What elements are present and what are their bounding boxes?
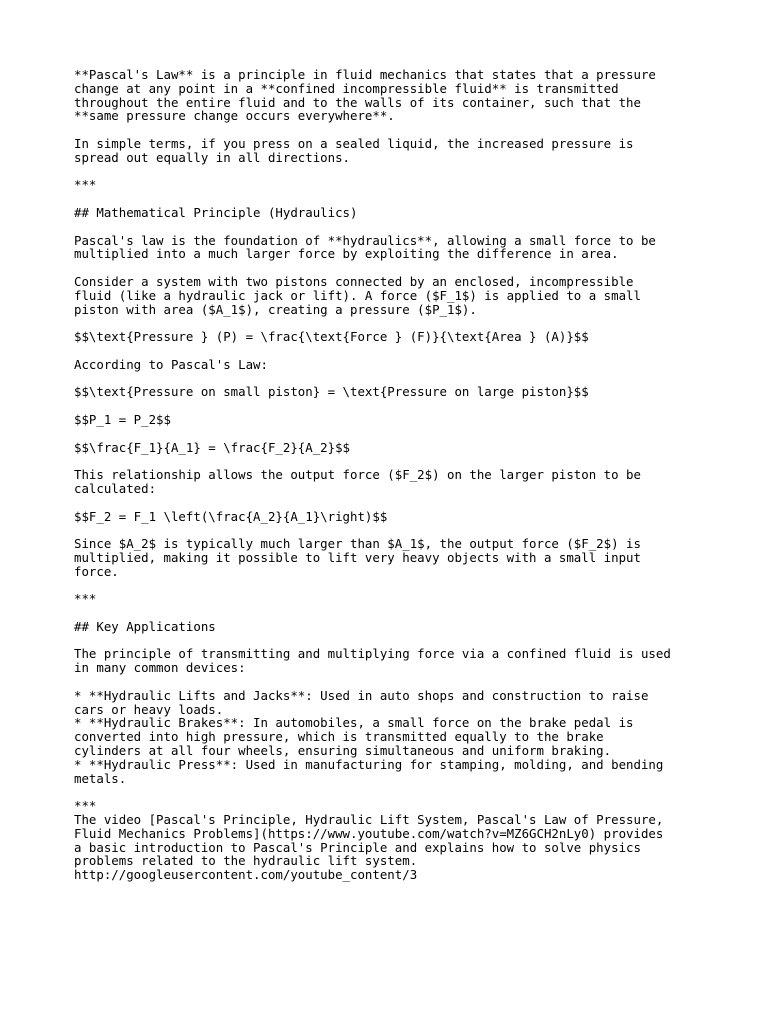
multiplied-paragraph: Since $A_2$ is typically much larger than $A_1$, the output force ($F_2$) is multiplied, making it possible to lift very heavy objects with a small input force. (74, 536, 641, 579)
document-body (74, 68, 714, 882)
two-pistons-paragraph: Consider a system with two pistons connected by an enclosed, incompressible fluid (like a hydraulic jack or lift). A force ($F_1$) is applied to a small piston with area ($A_1$), creating a pressure ($P_1$). (74, 273, 641, 317)
simple-terms-paragraph: In simple terms, if you press on a sealed liquid, the increased pressure is spread out equally in all directions. (74, 135, 634, 165)
horizontal-rule-marker: *** (74, 177, 97, 193)
applications-list: * **Hydraulic Lifts and Jacks**: Used in auto shops and construction to raise cars or heavy loads. * **Hydraulic Brakes**: In automobiles, a small force on the brake pedal is converted into high pressure, which is transmitted equally to the brake cylinders at all four wheels, ensuring simultaneous and uniform braking. * **Hydraulic Press**: Used in manufacturing for stamping, molding, and bending metals. (74, 687, 664, 786)
force-area-ratio-formula: $$\frac{F_1}{A_1} = \frac{F_2}{A_2}$$ (74, 439, 351, 455)
video-reference-paragraph: *** The video [Pascal's Principle, Hydraulic Lift System, Pascal's Law of Pressure, Fluid Mechanics Problems](https://www.youtube.com/watch?v=MZ6GCH2nLy0) provides a basic introduction to Pascal's Principle and explains how to solve physics problems related to the hydraulic lift system. http://googleusercontent.com/youtube_content/3 (74, 798, 664, 883)
p1-p2-formula: $$P_1 = P_2$$ (74, 411, 171, 427)
section-heading-key-applications: ## Key Applications (74, 618, 216, 634)
horizontal-rule-marker: *** (74, 591, 97, 607)
section-heading-mathematical-principle: ## Mathematical Principle (Hydraulics) (74, 204, 358, 220)
according-paragraph: According to Pascal's Law: (74, 356, 268, 372)
pressure-formula: $$\text{Pressure } (P) = \frac{\text{Force } (F)}{\text{Area } (A)}$$ (74, 329, 589, 345)
output-force-formula: $$F_2 = F_1 \left(\frac{A_2}{A_1}\right)$$ (74, 508, 388, 524)
hydraulics-paragraph: Pascal's law is the foundation of **hydraulics**, allowing a small force to be multiplied into a much larger force by exploiting the difference in area. (74, 232, 656, 262)
relationship-paragraph: This relationship allows the output force ($F_2$) on the larger piston to be calculated: (74, 467, 641, 496)
intro-paragraph: **Pascal's Law** is a principle in fluid mechanics that states that a pressure change at any point in a **confined incompressible fluid** is transmitted throughout the entire fluid and to the walls of its container, such that the **same pressure change occurs everywhere**. (74, 67, 656, 124)
pressure-equality-formula: $$\text{Pressure on small piston} = \text{Pressure on large piston}$$ (74, 384, 589, 400)
applications-intro-paragraph: The principle of transmitting and multiplying force via a confined fluid is used in many common devices: (74, 646, 671, 676)
